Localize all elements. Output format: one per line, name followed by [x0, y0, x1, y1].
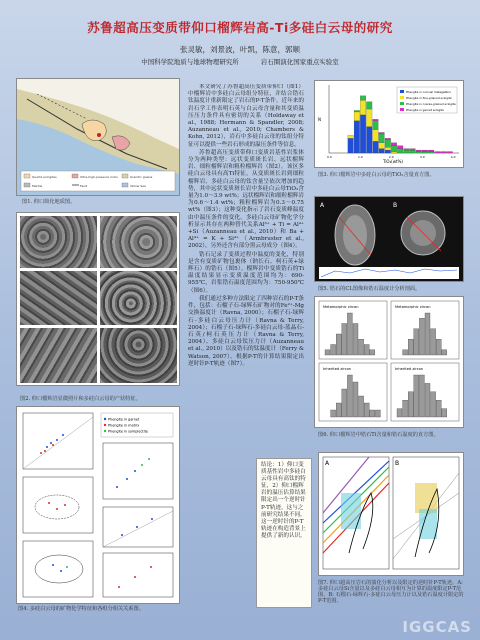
fig1-legend-3: Granitic gneiss: [130, 175, 153, 179]
fig3-bar: [354, 121, 360, 153]
fig7-caption: 图7. 仰口超高压岩石的演化分析以及限定的逆时针P-T轨迹。A:多硅白云母Si含量以及多硅白云母相互为计算的温度限定P-T范围，B: 石榴石-绿辉石-多硅白云母压力计以及锆石温度计限定的P-T范围。: [318, 580, 464, 604]
fig3-bar: [379, 149, 385, 153]
micrograph-e: [20, 328, 97, 383]
fig1-map: [16, 78, 180, 196]
fig3-bar: [422, 152, 428, 153]
fig6-bar: [431, 392, 436, 417]
fig3-bar: [397, 146, 403, 149]
fig4-legend-3: Phengite in symplectite: [108, 429, 148, 434]
fig7-label-a: A: [325, 460, 330, 467]
fig3-tick-label: 2.0: [388, 155, 394, 159]
authors: 张灵敏，刘景波，叶凯，陈意，郭顺: [180, 45, 300, 54]
fig3-xlabel: TiO₂(wt%): [383, 159, 403, 164]
fig6-title: Inherited zircon: [323, 367, 352, 371]
fig3-tick-label: 4.0: [450, 155, 456, 159]
fig6-bar: [359, 339, 364, 355]
fig6-title: Metamorphic zircon: [323, 305, 359, 309]
fig4-panel-a: [23, 413, 93, 469]
fig6-bar: [353, 324, 358, 356]
fig6-histograms: [314, 296, 464, 428]
fig3-bar: [379, 132, 385, 133]
fig3-bar: [354, 112, 360, 121]
fig3-bar: [447, 152, 453, 153]
fig3-bar: [385, 147, 391, 150]
fig6-bar: [331, 345, 336, 356]
fig3-bar: [397, 149, 403, 153]
fig5-label-a: A: [320, 202, 325, 209]
fig6-bar: [359, 396, 364, 417]
fig3-bar: [410, 149, 416, 150]
fig5-caption: 图5. 锆石的CL图像和锆石温度计分析剖面。: [318, 286, 421, 292]
fig3-bar: [435, 152, 441, 153]
fig1-caption: 图1. 仰口简化地质图。: [22, 199, 76, 205]
fig6-title: Metamorphic zircon: [395, 305, 431, 309]
fig3-bar: [366, 102, 372, 109]
fig4-panel-b: [103, 443, 173, 499]
fig6-bar: [403, 400, 408, 417]
fig7-pt-diagrams: [318, 452, 464, 576]
fig3-bar: [379, 134, 385, 143]
fig3-bar: [360, 100, 366, 115]
fig3-bar: [373, 130, 379, 142]
fig6-bar: [425, 313, 430, 355]
body-text: [188, 84, 304, 446]
fig3-bar: [360, 96, 366, 100]
fig6-bar: [370, 410, 375, 417]
fig1-legend-2: Ultra-high-pressure rocks: [80, 175, 118, 179]
fig3-bar: [385, 150, 391, 153]
fig3-legend-1: Phengite in coronal metagabbro: [406, 90, 451, 94]
fig6-bar: [442, 409, 447, 417]
fig3-bar: [354, 110, 360, 111]
fig4-panel-f: [103, 553, 173, 597]
fig3-bar: [441, 152, 447, 153]
fig3-bar: [428, 152, 434, 153]
micrograph-c: [20, 271, 97, 325]
fig6-bar: [336, 403, 341, 417]
fig3-bar: [379, 143, 385, 149]
fig7-panel-a: [323, 457, 389, 569]
fig1-legend-1: Quartz-eclogites: [32, 175, 57, 179]
fig6-bar: [370, 350, 375, 355]
fig6-bar: [364, 345, 369, 356]
fig3-legend-3: Phengite in coarse-grained eclogite: [406, 102, 456, 106]
affiliation-2: 岩石圈演化国家重点实验室: [260, 58, 339, 66]
fig6-bar: [331, 410, 336, 417]
fig3-bar: [348, 138, 354, 153]
fig3-bar: [348, 135, 354, 138]
fig7-svg: [319, 453, 463, 575]
affiliation-1: 中国科学院地质与地球物理研究所: [141, 58, 239, 66]
fig1-legend-4: Marble: [32, 184, 43, 188]
fig3-bar: [366, 109, 372, 127]
micrograph-f: [100, 328, 177, 383]
fig6-bar: [347, 313, 352, 355]
body-paragraph-3: 锆石记录了变质过程中温度的变化，特别是含有变质矿物包裹体（钠长石、柯石英+绿辉石）的锆石（图5）。榴辉岩中变质锆石的Ti温度结果显示变质温度范围均为：690-955℃，岩浆锆石温度范围均为：750-950℃（图6）。: [188, 251, 304, 294]
fig3-bar: [391, 152, 397, 153]
fig3-bar: [360, 115, 366, 153]
fig3-bar: [422, 150, 428, 151]
fig3-svg: [315, 81, 463, 167]
conclusion-box: 结论：1）仰口变质基性岩中多硅白云母具有高钛的特征，2）仰口榴辉岩的温压估算结果限定出一个逆时针P-T轨迹，这与之前研究结果不同。这一逆时针的P-T轨迹在构造背景上提供了新的认识。: [256, 458, 312, 608]
body-paragraph-2: 苏鲁超高压变质带仰口变质岩基性岩浆体分为两种类型：远状变质斑长岩、远状榴辉岩、细粒榴辉岩和粗粒榴辉岩（图2）。该区多硅白云母具有高Ti特征，从变质斑长岩到细粒榴辉岩、多硅白云母的钛含量呈依次增加的趋势，其中远状变质斑长岩中多硅白云母TiO₂含量为1.0～3.9 wt%；远状榴辉岩和细粒榴辉岩为0.6～1.4 wt%；粗粒榴辉岩为0.3～0.75 wt%（图3）；这种变化指示了岩石变质峰温度由中温压条件的变化。多硅白云母矿物化学分析显示其存在两种替代关系Al⁶⁺ + Ti = Al⁴⁺ +Si（Auzanneau et al., 2010）和 Ba + Al⁴⁺ = K + Si⁴⁺（Armbruster et al., 2002），另外还含有部分黑云母成分（图4）。: [188, 149, 304, 250]
fig6-bar: [325, 350, 330, 355]
fig7-label-b: B: [395, 460, 400, 467]
fig6-bar: [364, 403, 369, 417]
fig6-bar: [336, 334, 341, 355]
fig6-caption: 图6. 仰口榴辉岩中锆石Ti含量和锆石温度的直方图。: [318, 432, 439, 438]
fig6-bar: [408, 339, 413, 355]
fig3-legend-2: Phengite in fine-grained eclogite: [406, 96, 452, 100]
fig3-bar: [391, 146, 397, 152]
body-paragraph-4: 我们通过多种方法限定了四种岩石的P-T条件，包括：石榴子石-绿辉石矿物对的Fe²⁺-Mg交换温度计（Ravna, 2000）；石榴子石-绿辉石-多硅白云母压力计（Ravna & Terry, 2004）；石榴子石-绿辉石-多硅白云母-蓝晶石-石英/柯石英压力计（Ravna & Terry, 2004）、多硅白云母钛压力计（Auzanneau et al., 2010）以及锆石的钛温度计（Ferry & Watson, 2007）。根据P-T的计算结果限定出逆时针P-T轨迹（图7）。: [188, 295, 304, 367]
fig6-bar: [342, 389, 347, 417]
fig1-legend-5: Fault: [80, 184, 88, 188]
fig6-bar: [431, 329, 436, 355]
fig6-title: Inherited zircon: [395, 367, 424, 371]
fig5-svg: [315, 197, 463, 281]
iggcas-logo: IGGCAS: [402, 618, 472, 636]
fig5-label-b: B: [393, 202, 398, 209]
fig1-legend-6: Yellow Sea: [130, 184, 146, 188]
fig3-bar: [373, 121, 379, 130]
fig3-tick-label: 0.0: [327, 155, 332, 159]
fig3-bar: [385, 138, 391, 139]
fig3-bar: [404, 150, 410, 153]
affiliations: [0, 57, 480, 66]
fig3-histogram: [314, 80, 464, 168]
fig6-bar: [408, 392, 413, 417]
fig3-ylabel: N: [318, 117, 321, 122]
fig3-bar: [366, 127, 372, 153]
fig3-bar: [373, 141, 379, 153]
fig3-caption: 图3. 仰口榴辉岩中多硅白云母的TiO₂含量直方图。: [318, 172, 435, 178]
fig4-panel-e: [23, 541, 93, 597]
fig3-bar: [416, 150, 422, 151]
fig6-bar: [403, 350, 408, 355]
fig6-bar: [342, 324, 347, 356]
fig6-bar: [442, 350, 447, 355]
fig2-caption: 图2. 仰口榴辉岩显微照片和多硅白云母的产状特征。: [20, 396, 141, 402]
fig6-bar: [347, 375, 352, 417]
fig4-legend-1: Phengite in garnet: [108, 417, 140, 422]
fig4-plots: [16, 406, 180, 604]
fig3-bar: [410, 150, 416, 153]
fig6-bar: [419, 318, 424, 355]
fig3-tick-label: 3.0: [419, 155, 425, 159]
micrograph-a: [20, 216, 97, 268]
fig4-panel-d: [103, 507, 173, 547]
fig6-bar: [436, 400, 441, 417]
fig3-bar: [428, 150, 434, 151]
fig6-bar: [419, 375, 424, 417]
fig4-caption: 图4. 多硅白云母的矿物化学特征和各组分相关关系图。: [18, 606, 144, 612]
fig2-micrographs: [16, 212, 180, 386]
fig3-legend-4: Phengite in garnet eclogite: [406, 108, 444, 112]
micrograph-b: [100, 216, 177, 268]
poster-title: 苏鲁超高压变质带仰口榴辉岩高-Ti多硅白云母的研究: [87, 20, 393, 35]
fig6-bar: [353, 382, 358, 417]
fig3-bar: [404, 149, 410, 150]
fig3-bar: [373, 119, 379, 120]
fig3-bar: [385, 140, 391, 147]
fig6-svg: [315, 297, 463, 427]
fig6-bar: [425, 383, 430, 417]
micrograph-d: [100, 271, 177, 325]
fig4-svg: [17, 407, 179, 603]
fig5-cl-images: [314, 196, 464, 282]
fig4-panel-c: [23, 477, 93, 533]
fig6-bar: [436, 339, 441, 355]
fig4-legend: [101, 413, 173, 437]
fig7-panel-b: [393, 457, 459, 569]
fig6-bar: [375, 410, 380, 417]
fig3-bar: [391, 143, 397, 146]
fig1-map-svg: [17, 79, 179, 195]
fig6-bar: [414, 329, 419, 355]
body-paragraph-1: 本文研究了苏鲁超高压变质带仰口（图1）中榴辉岩中多硅白云母组分特征，并结合锆石钛温度计重新限定了岩石的P-T条件。近年来的岩石学工作表明石英与白云母含量和其变质温压压力条件具有密切的关系（Holdaway et al., 1988; Hermann & Spandler, 2008; Auzanneau et al., 2010; Chambers & Kohn, 2012），岩石中多硅白云母的钛组分特征可以提供一些岩石形成的温压条件等信息。: [188, 84, 304, 148]
fig3-tick-label: 1.0: [357, 155, 363, 159]
fig3-bar: [416, 152, 422, 153]
fig6-bar: [414, 375, 419, 417]
fig4-legend-2: Phengite in matrix: [108, 423, 140, 428]
fig6-bar: [397, 409, 402, 417]
